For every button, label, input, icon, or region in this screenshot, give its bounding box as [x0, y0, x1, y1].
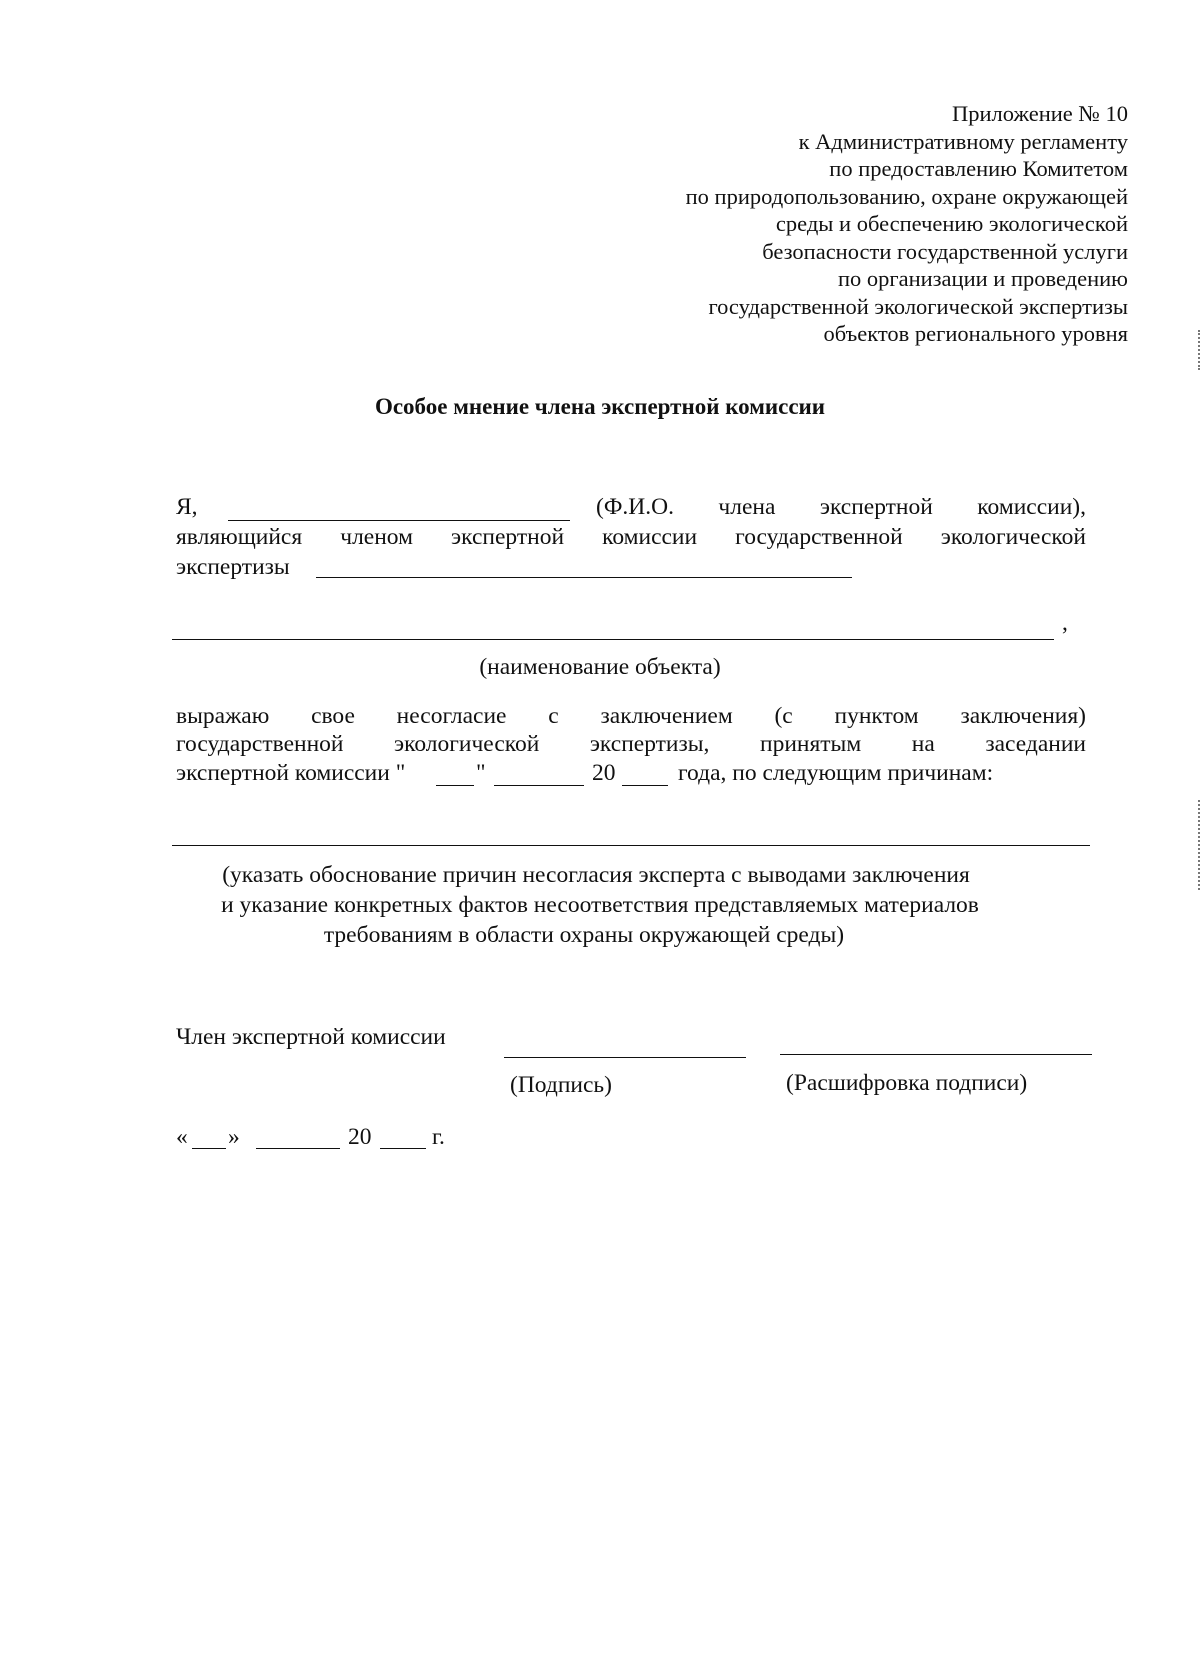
- month-blank-line[interactable]: [494, 785, 584, 786]
- object-comma: ,: [1062, 610, 1068, 636]
- header-line: по организации и проведению: [837, 266, 1128, 291]
- header-line: Приложение № 10: [952, 101, 1128, 126]
- signature-decode-blank-line[interactable]: [780, 1054, 1092, 1055]
- document-title: Особое мнение члена экспертной комиссии: [374, 394, 826, 419]
- disagree-line-2: государственной экологической экспертизы, принятым на заседании: [176, 731, 1086, 757]
- scan-edge-mark: [1195, 330, 1200, 370]
- header-line: государственной экологической экспертизы: [708, 293, 1128, 319]
- reason-caption-line-1: (указать обоснование причин несогласия эксперта с выводами заключения: [222, 862, 970, 888]
- date-day-blank-line[interactable]: [192, 1148, 226, 1149]
- header-line: объектов регионального уровня: [823, 321, 1128, 346]
- header-line: среды и обеспечению экологической: [775, 211, 1128, 236]
- header-line: безопасности государственной услуги: [762, 238, 1128, 264]
- reason-caption-line-3: требованиям в области охраны окружающей среды): [323, 922, 845, 948]
- object-blank-line[interactable]: [172, 639, 1054, 640]
- date-year-blank-line[interactable]: [380, 1148, 426, 1149]
- signature-caption: (Подпись): [510, 1072, 612, 1098]
- intro-line-2: являющийся членом экспертной комиссии государственной экологической: [176, 524, 1086, 550]
- intro-ya: Я,: [176, 494, 198, 520]
- header-line: к Административному регламенту: [798, 128, 1128, 154]
- header-line: по предоставлению Комитетом: [829, 156, 1128, 181]
- signature-decode-caption: (Расшифровка подписи): [786, 1070, 1028, 1096]
- fio-caption: (Ф.И.О. члена экспертной комиссии),: [596, 494, 1086, 520]
- date-year-prefix: 20: [348, 1124, 372, 1150]
- signature-blank-line[interactable]: [504, 1057, 746, 1058]
- disagree-line-3a: экспертной комиссии ": [176, 760, 406, 786]
- date-month-blank-line[interactable]: [256, 1148, 340, 1149]
- disagree-line-1: выражаю свое несогласие с заключением (с пунктом заключения): [176, 703, 1086, 729]
- date-year-suffix: г.: [432, 1124, 445, 1150]
- appendix-header: [686, 100, 1128, 348]
- reason-caption-line-2: и указание конкретных фактов несоответствия представляемых материалов: [221, 892, 979, 918]
- reason-blank-line[interactable]: [172, 845, 1090, 846]
- day-blank-line[interactable]: [436, 785, 474, 786]
- date-close-quote: »: [228, 1124, 240, 1150]
- header-line: по природопользованию, охране окружающей: [685, 183, 1128, 209]
- disagree-line-3c: 20: [592, 760, 616, 786]
- year-blank-line[interactable]: [622, 785, 668, 786]
- scan-edge-mark: [1195, 800, 1200, 890]
- intro-line-3: экспертизы: [176, 554, 290, 580]
- member-label: Член экспертной комиссии: [176, 1024, 446, 1050]
- fio-blank-line[interactable]: [228, 520, 570, 521]
- expertise-blank-line[interactable]: [316, 577, 852, 578]
- disagree-line-3d: года, по следующим причинам:: [678, 760, 994, 786]
- object-caption: (наименование объекта): [479, 654, 721, 680]
- disagree-line-3b: ": [476, 760, 486, 786]
- date-open-quote: «: [176, 1124, 188, 1150]
